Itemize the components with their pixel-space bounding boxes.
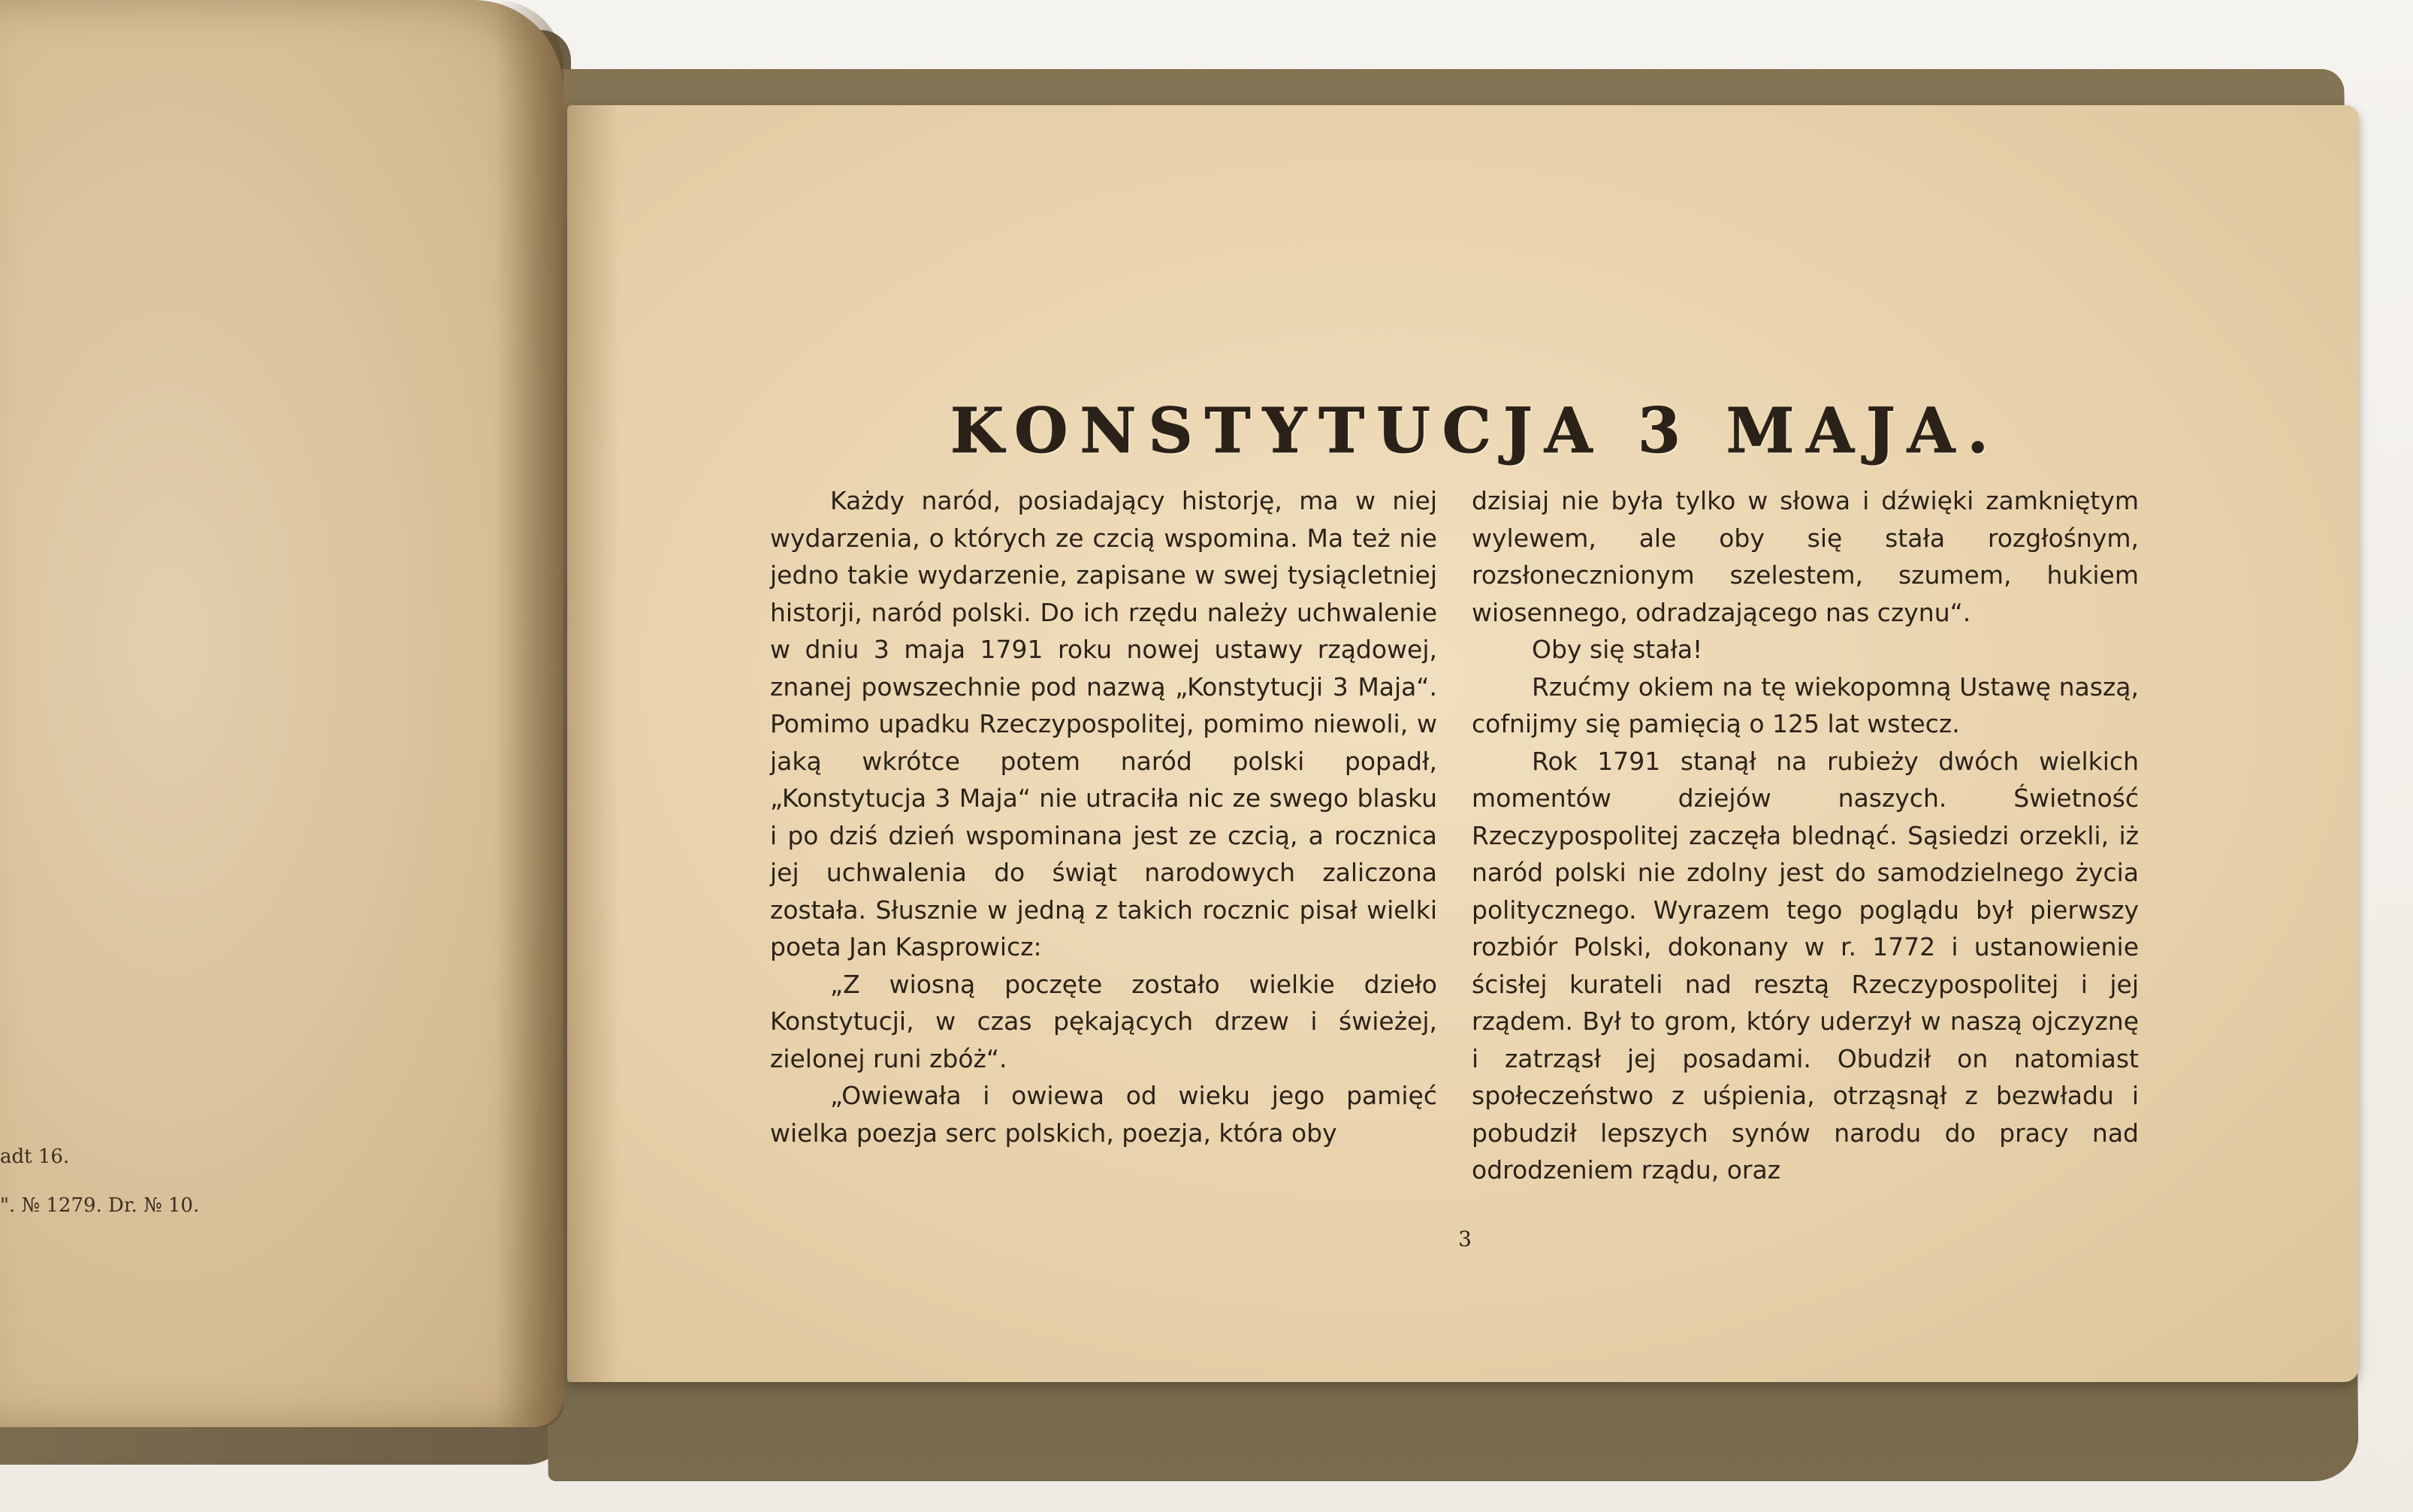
paragraph: dzisiaj nie była tylko w słowa i dźwięki zamkniętym wylewem, ale oby się stała rozgłośnym, rozsłonecznionym szelestem, szumem, hukiem wiosennego, odradzającego nas czynu“. bbox=[1472, 486, 2139, 627]
paragraph: Rzućmy okiem na tę wiekopomną Ustawę naszą, cofnijmy się pamięcią o 125 lat wstecz. bbox=[1472, 671, 2139, 738]
left-page bbox=[0, 0, 563, 1427]
page-title: KONSTYTUCJA 3 MAJA. bbox=[950, 395, 2001, 467]
page-number: 3 bbox=[1458, 1227, 1472, 1251]
paragraph: Rok 1791 stanął na rubieży dwóch wielkich momentów dziejów naszych. Świetność Rzeczypospolitej zaczęła blednąć. Sąsiedzi orzekli, iż naród polski nie zdolny jest do samodzielnego życia politycznego. Wyrazem tego poglądu był pierwszy rozbiór Polski, dokonany w r. 1772 i ustanowienie ścisłej kurateli nad resztą Rzeczypospolitej i jej rządem. Był to grom, który uderzył w naszą ojczyznę i zatrząsł jej posadami. Obudził on natomiast społeczeństwo z uśpienia, otrząsnął z bezwładu i pobudził lepszych synów narodu do pracy nad odrodzeniem rządu, oraz bbox=[1472, 746, 2139, 1185]
text-column-right bbox=[1472, 482, 2139, 1189]
right-page bbox=[567, 105, 2359, 1382]
imprint-line-1: adt 16. bbox=[0, 1145, 70, 1168]
paragraph: „Z wiosną poczęte zostało wielkie dzieło Konstytucji, w czas pękających drzew i świeżej, zielonej runi zbóż“. bbox=[770, 969, 1437, 1073]
imprint-line-2: ". № 1279. Dr. № 10. bbox=[0, 1194, 200, 1217]
text-column-left bbox=[770, 482, 1437, 1151]
paragraph: „Owiewała i owiewa od wieku jego pamięć wielka poezja serc polskich, poezja, która oby bbox=[770, 1081, 1437, 1148]
paragraph: Każdy naród, posiadający historję, ma w niej wydarzenia, o których ze czcią wspomina. Ma też nie jedno takie wydarzenie, zapisane w swej tysiącletniej historji, naród polski. Do ich rzędu należy uchwalenie w dniu 3 maja 1791 roku nowej ustawy rządowej, znanej powszechnie pod nazwą „Konstytucji 3 Maja“. Pomimo upadku Rzeczypospolitej, pomimo niewoli, w jaką wkrótce potem naród polski popadł, „Konstytucja 3 Maja“ nie utraciła nic ze swego blasku i po dziś dzień wspominana jest ze czcią, a rocznica jej uchwalenia do świąt narodowych zaliczona została. Słusznie w jedną z takich rocznic pisał wielki poeta Jan Kasprowicz: bbox=[770, 486, 1437, 961]
paragraph: Oby się stała! bbox=[1532, 635, 1703, 664]
